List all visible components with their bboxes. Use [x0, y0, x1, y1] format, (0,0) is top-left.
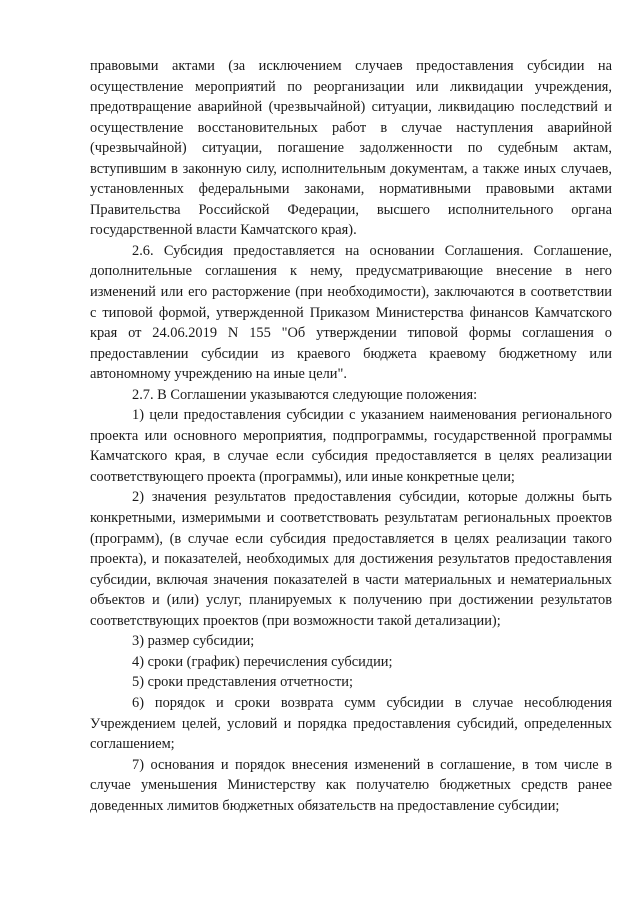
list-item-5: 5) сроки представления отчетности;: [132, 674, 353, 691]
paragraph-2-7: 2.7. В Соглашении указываются следующие положения:: [132, 386, 478, 403]
list-item-7: 7) основания и порядок внесения изменений в соглашение, в том числе в случае уменьшения Министерству как получателю бюджетных средств ранее доведенных лимитов бюджетных обязательств на предоставление субсидии;: [90, 756, 612, 814]
paragraph-continuation: правовыми актами (за исключением случаев предоставления субсидии на осуществление мероприятий по реорганизации или ликвидации учреждения, предотвращение аварийной (чрезвычайной) ситуации, ликвидацию последствий и осуществление восстановительных работ в случае наступления аварийной (чрезвычайной) ситуации, погашение задолженности по судебным актам, вступившим в законную силу, исполнительным документам, а также иных случаев, установленных федеральными законами, нормативными правовыми актами Правительства Российской Федерации, высшего исполнительного органа государственной власти Камчатского края).: [90, 58, 612, 239]
paragraph-2-6: 2.6. Субсидия предоставляется на основании Соглашения. Соглашение, дополнительные соглашения к нему, предусматривающие внесение в него изменений или его расторжение (при необходимости), заключаются в соответствии с типовой формой, утвержденной Приказом Министерства финансов Камчатского края от 24.06.2019 N 155 "Об утверждении типовой формы соглашения о предоставлении субсидии из краевого бюджета краевому бюджетному или автономному учреждению на иные цели".: [90, 242, 612, 383]
list-item-6: 6) порядок и сроки возврата сумм субсидии в случае несоблюдения Учреждением целей, условий и порядка предоставления субсидий, определенных соглашением;: [90, 694, 612, 753]
list-item-1: 1) цели предоставления субсидии с указанием наименования регионального проекта или основного мероприятия, подпрограммы, государственной программы Камчатского края, в случае если субсидия предоставляется в целях реализации соответствующего проекта (программы), или иные конкретные цели;: [90, 407, 612, 485]
list-item-2: 2) значения результатов предоставления субсидии, которые должны быть конкретными, измеримыми и соответствовать результатам региональных проектов (программ), (в случае если субсидия предоставляется в целях реализации такого проекта), и показателей, необходимых для достижения результатов предоставления субсидии, включая значения показателей в части материальных и нематериальных объектов и (или) услуг, планируемых к получению при достижении результатов соответствующих проектов (при возможности такой детализации);: [90, 489, 612, 629]
list-item-4: 4) сроки (график) перечисления субсидии;: [132, 653, 393, 670]
list-item-3: 3) размер субсидии;: [132, 633, 255, 650]
